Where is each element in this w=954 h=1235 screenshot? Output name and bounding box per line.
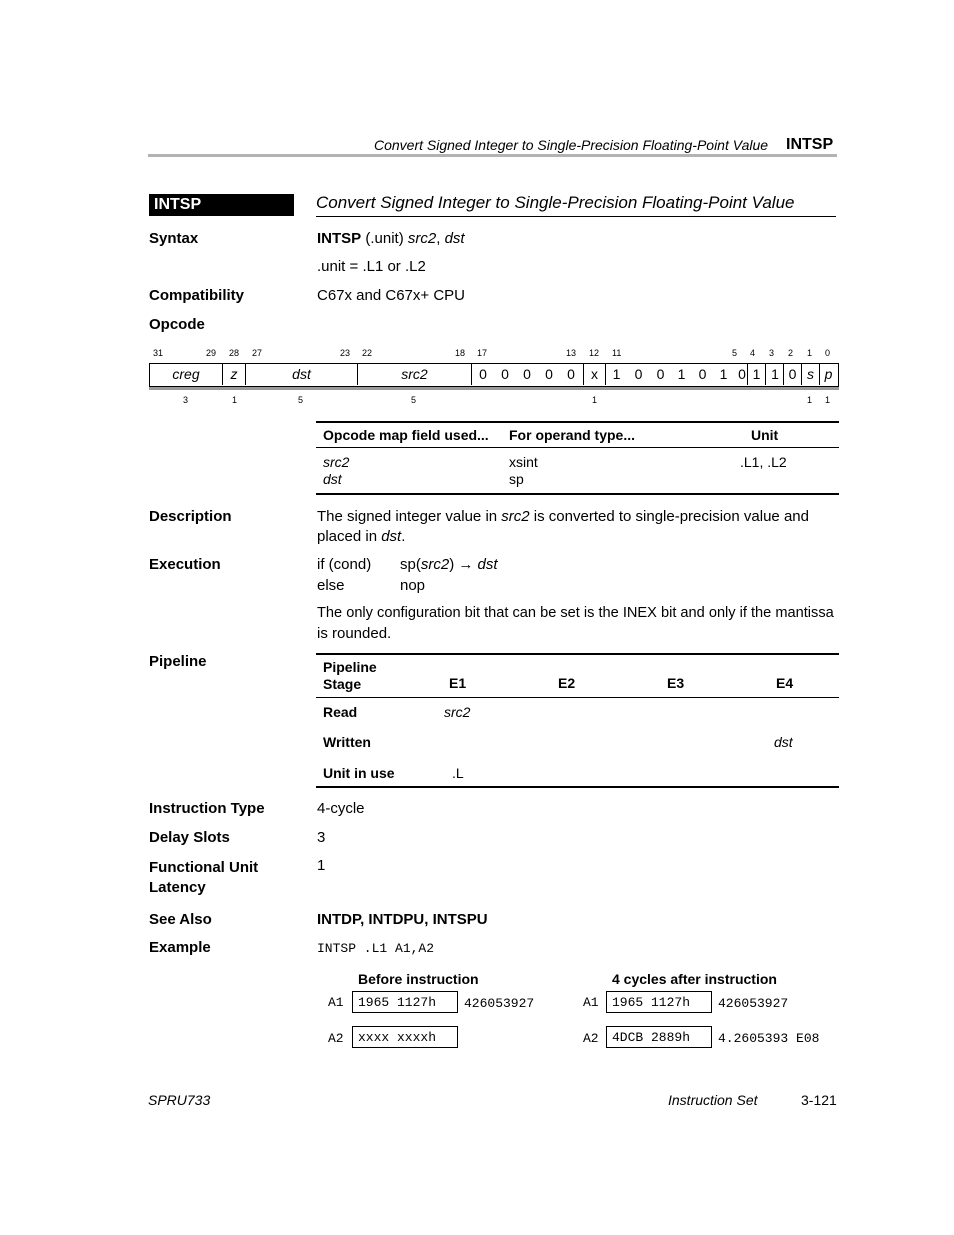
bit-number: 1 [807, 348, 813, 358]
opcode-field-p: p [824, 366, 833, 382]
execution-text: sp( [400, 556, 421, 573]
bit-number: 11 [612, 348, 622, 358]
description-text: . [401, 528, 406, 545]
running-header-name: INTSP [786, 136, 834, 153]
example-after-hex: 1965 1127h [606, 991, 712, 1013]
execution-note-2: is rounded. [317, 625, 392, 642]
opcode-map-field: dst [323, 471, 342, 487]
functional-unit-latency-label-2: Latency [149, 879, 206, 896]
example-code: INTSP .L1 A1,A2 [317, 941, 435, 956]
description-dst: dst [381, 528, 402, 545]
bit-number: 12 [589, 348, 600, 358]
footer-section: Instruction Set [668, 1092, 758, 1108]
field-width: 5 [411, 395, 417, 405]
opcode-bit: 1 [677, 366, 686, 382]
opcode-bit: 0 [523, 366, 531, 382]
instruction-type-label: Instruction Type [149, 800, 265, 817]
opcode-map-header-rule [316, 447, 839, 448]
pipeline-read-e1: src2 [444, 704, 471, 720]
opcode-diagram [149, 363, 839, 387]
pipeline-header-rule [316, 697, 839, 698]
syntax-label: Syntax [149, 230, 199, 247]
example-before-value: 426053927 [464, 996, 535, 1011]
functional-unit-latency-label-1: Functional Unit [149, 859, 259, 876]
example-before-reg: A1 [328, 995, 344, 1010]
opcode-bit: 0 [656, 366, 665, 382]
example-before-hex: 1965 1127h [352, 991, 458, 1013]
pipeline-written-e4: dst [774, 734, 793, 750]
opcode-map-type: xsint [509, 454, 538, 470]
opcode-field-x: x [591, 366, 598, 382]
example-before-hex: xxxx xxxxh [352, 1026, 458, 1048]
instruction-type-value: 4-cycle [317, 800, 365, 817]
opcode-bit: 0 [788, 366, 797, 382]
opcode-bit: 1 [771, 366, 779, 382]
opcode-field-creg: creg [172, 366, 200, 382]
pipeline-stage-e3: E3 [667, 675, 685, 691]
syntax-unit-line: .unit = .L1 or .L2 [317, 258, 426, 275]
pipeline-bottom-rule [316, 786, 839, 788]
pipeline-stage-e2: E2 [558, 675, 576, 691]
description-line-1 [317, 508, 839, 525]
bit-number: 0 [825, 348, 831, 358]
example-label: Example [149, 939, 211, 956]
opcode-map-header-type: For operand type... [509, 427, 636, 443]
functional-unit-latency-value: 1 [317, 857, 326, 874]
description-text: is converted to single-precision value and [529, 508, 809, 525]
syntax-dst: dst [444, 230, 465, 247]
description-text: placed in [317, 528, 382, 545]
pipeline-top-rule [316, 653, 839, 655]
opcode-map-type: sp [509, 471, 524, 487]
opcode-bit: 0 [567, 366, 575, 382]
pipeline-stage-e1: E1 [449, 675, 467, 691]
example-after-value: 4.2605393 E08 [718, 1031, 820, 1046]
opcode-map-header-unit: Unit [751, 427, 779, 443]
field-width: 3 [183, 395, 189, 405]
pipeline-row-written: Written [323, 734, 371, 750]
opcode-field-z: z [230, 366, 238, 382]
delay-slots-value: 3 [317, 829, 326, 846]
opcode-underbar [149, 387, 839, 390]
compatibility-label: Compatibility [149, 287, 245, 304]
header-rule [148, 154, 837, 157]
see-also-value: INTDP, INTDPU, INTSPU [317, 911, 488, 928]
description-src: src2 [501, 508, 530, 525]
footer-doc-id: SPRU733 [148, 1092, 211, 1108]
opcode-map-unit: .L1, .L2 [740, 454, 787, 470]
field-width: 1 [825, 395, 831, 405]
bit-number: 31 [153, 348, 164, 358]
execution-if: if (cond) [317, 556, 372, 573]
field-width: 1 [232, 395, 238, 405]
bit-number: 17 [477, 348, 488, 358]
execution-text: ) → [449, 556, 478, 573]
opcode-map-bottom-rule [316, 493, 839, 495]
execution-src: src2 [420, 556, 450, 573]
pipeline-row-unit: Unit in use [323, 765, 395, 781]
bit-number: 28 [229, 348, 240, 358]
example-after-value: 426053927 [718, 996, 789, 1011]
instruction-heading: Convert Signed Integer to Single-Precision Floating-Point Value [316, 193, 836, 217]
bit-number: 5 [732, 348, 738, 358]
pipeline-header-stage-1: Pipeline [323, 659, 377, 675]
syntax-sep: , [436, 230, 445, 247]
execution-dst: dst [477, 556, 498, 573]
field-width: 1 [592, 395, 598, 405]
bit-number: 2 [788, 348, 794, 358]
execution-op [400, 556, 498, 573]
opcode-bit: 0 [738, 366, 746, 382]
bit-number: 13 [566, 348, 577, 358]
instruction-tag: INTSP [149, 194, 294, 216]
opcode-field-s: s [807, 366, 814, 382]
bit-number: 29 [206, 348, 217, 358]
footer-page-number: 3-121 [801, 1092, 837, 1108]
pipeline-row-read: Read [323, 704, 358, 720]
opcode-bit: 1 [719, 366, 728, 382]
field-width: 1 [807, 395, 813, 405]
syntax-src: src2 [407, 230, 437, 247]
compatibility-value: C67x and C67x+ CPU [317, 287, 465, 304]
delay-slots-label: Delay Slots [149, 829, 230, 846]
opcode-bit: 1 [612, 366, 621, 382]
opcode-label: Opcode [149, 316, 205, 333]
opcode-bit: 0 [545, 366, 553, 382]
execution-note-1: The only configuration bit that can be set is the INEX bit and only if the mantissa [317, 605, 834, 621]
opcode-bit: 0 [698, 366, 707, 382]
description-label: Description [149, 508, 232, 525]
description-text: The signed integer value in [317, 508, 502, 525]
opcode-bit: 0 [634, 366, 643, 382]
opcode-map-header-field: Opcode map field used... [323, 427, 489, 443]
opcode-field-src2: src2 [401, 366, 428, 382]
example-after-title: 4 cycles after instruction [612, 971, 777, 987]
syntax-mnemonic: INTSP [317, 230, 362, 247]
opcode-map-top-rule [316, 421, 839, 423]
bit-number: 22 [362, 348, 373, 358]
pipeline-header-stage-2: Stage [323, 676, 362, 692]
opcode-bit: 1 [752, 366, 761, 382]
execution-nop: nop [400, 577, 426, 594]
example-after-reg: A2 [583, 1031, 599, 1046]
running-header-title: Convert Signed Integer to Single-Precision Floating-Point Value [374, 137, 769, 153]
bit-number: 23 [340, 348, 351, 358]
opcode-bit: 0 [479, 366, 487, 382]
bit-number: 18 [455, 348, 466, 358]
opcode-field-dst: dst [292, 366, 311, 382]
pipeline-stage-e4: E4 [776, 675, 794, 691]
execution-label: Execution [149, 556, 221, 573]
pipeline-unit-e1: .L [452, 765, 464, 781]
syntax-line [317, 230, 465, 247]
opcode-bit: 0 [501, 366, 509, 382]
description-line-2 [317, 528, 405, 545]
bit-number: 27 [252, 348, 263, 358]
syntax-unit: (.unit) [361, 230, 408, 247]
see-also-label: See Also [149, 911, 212, 928]
bit-number: 3 [769, 348, 775, 358]
bit-number: 4 [750, 348, 756, 358]
opcode-map-field: src2 [323, 454, 350, 470]
field-width: 5 [298, 395, 304, 405]
example-after-reg: A1 [583, 995, 599, 1010]
example-after-hex: 4DCB 2889h [606, 1026, 712, 1048]
example-before-title: Before instruction [358, 971, 479, 987]
example-before-reg: A2 [328, 1031, 344, 1046]
execution-else: else [317, 577, 345, 594]
pipeline-label: Pipeline [149, 653, 207, 670]
